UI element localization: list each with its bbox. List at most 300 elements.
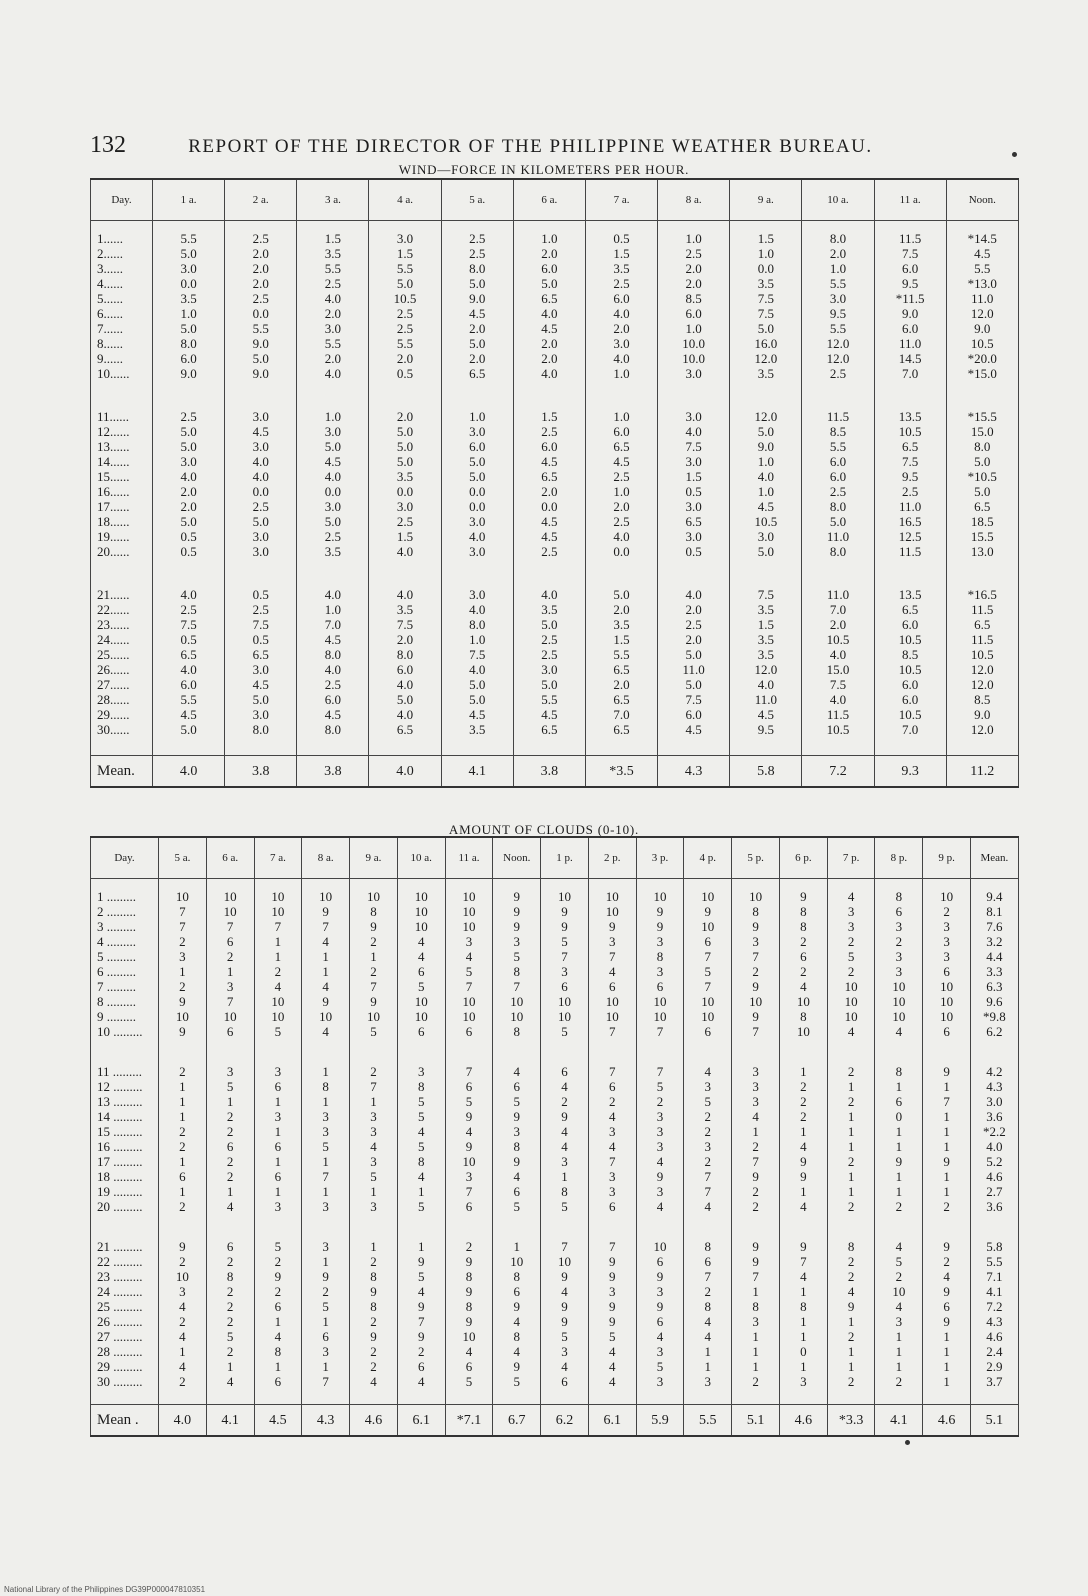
table-cell: 4.0 [324, 662, 342, 677]
table-cell: 3 [322, 1344, 329, 1359]
table-cell: 3 [322, 1239, 329, 1254]
value-column [254, 879, 302, 1055]
day-label: 29...... [97, 707, 130, 722]
table-cell: 4.6 [986, 1169, 1003, 1184]
table-cell: 8 [322, 1079, 329, 1094]
table-cell: 7 [943, 1094, 950, 1109]
table-cell: 3 [704, 1079, 712, 1094]
table-cell: 5.5 [396, 261, 414, 276]
table-cell: 5.0 [469, 336, 486, 351]
table-cell: 4 [895, 1024, 903, 1039]
table-cell: 3 [656, 934, 664, 949]
table-cell: 9 [752, 1254, 759, 1269]
table-cell: 7 [704, 1269, 712, 1284]
table-cell: 4.0 [685, 587, 702, 602]
table-cell: 6.5 [685, 514, 702, 529]
table-cell: 10 [844, 994, 858, 1009]
table-cell: 7.5 [902, 454, 919, 469]
table-cell: 7 [704, 1169, 712, 1184]
table-cell: 11.0 [826, 529, 850, 544]
table-cell: 9 [513, 889, 520, 904]
value-column [636, 1229, 684, 1405]
table-cell: 6 [417, 1359, 425, 1374]
table-cell: 7 [322, 1374, 329, 1389]
table-cell: 8.0 [180, 336, 197, 351]
table-cell: 0.0 [757, 261, 774, 276]
table-cell: 5 [417, 1199, 425, 1214]
table-cell: 11.0 [682, 662, 705, 677]
table-cell: 4.0 [757, 677, 774, 692]
table-cell: 10 [414, 919, 428, 934]
table-cell: 9 [609, 1254, 616, 1269]
day-label: 10...... [97, 366, 130, 381]
table-cell: 3.5 [396, 469, 414, 484]
table-cell: 9 [656, 1169, 664, 1184]
table-cell: 1 [226, 1359, 234, 1374]
table-cell: 0.5 [685, 484, 702, 499]
table-cell: 2.7 [986, 1184, 1003, 1199]
footer-library-note: National Library of the Philippines DG39P000047810351 [4, 1585, 206, 1594]
table-cell: *11.5 [895, 291, 925, 306]
value-column [445, 1054, 493, 1229]
value-column [658, 221, 730, 400]
wind-column-header: 5 a. [441, 179, 513, 221]
table-cell: 10 [844, 979, 858, 994]
table-cell: 3 [752, 1064, 759, 1079]
table-cell: 5.0 [180, 514, 197, 529]
table-cell: 1 [943, 1109, 950, 1124]
mean-value: 5.1 [732, 1405, 780, 1437]
table-cell: 4 [800, 1199, 807, 1214]
table-cell: 3.0 [396, 231, 414, 246]
table-cell: 9 [704, 904, 712, 919]
table-cell: 3 [513, 1124, 520, 1139]
table-cell: 3.0 [541, 662, 558, 677]
value-column [302, 879, 350, 1055]
table-cell: 4.0 [829, 647, 847, 662]
mean-value: 11.2 [946, 756, 1018, 788]
table-cell: 5.0 [396, 439, 414, 454]
day-label: 24...... [97, 632, 130, 647]
table-cell: 7.5 [469, 647, 486, 662]
table-cell: 4 [417, 949, 425, 964]
table-cell: 5.0 [685, 677, 702, 692]
value-column [684, 1054, 732, 1229]
table-cell: 4 [704, 1064, 712, 1079]
table-cell: 7 [752, 1154, 759, 1169]
table-cell: 0 [895, 1109, 903, 1124]
table-cell: 4 [609, 964, 616, 979]
day-label: 4 ......... [97, 934, 136, 949]
table-cell: 10 [510, 994, 524, 1009]
table-cell: 1 [561, 1169, 568, 1184]
table-cell: 5 [370, 1024, 377, 1039]
table-cell: 3 [226, 1064, 234, 1079]
table-cell: 10 [653, 994, 667, 1009]
table-cell: 4 [704, 1329, 712, 1344]
table-cell: 5.5 [252, 321, 269, 336]
mean-value: 7.2 [802, 756, 874, 788]
table-cell: 4.3 [986, 1079, 1003, 1094]
value-column [684, 879, 732, 1055]
day-label: 15...... [97, 469, 130, 484]
table-cell: 12.0 [826, 351, 850, 366]
table-cell: 4.5 [324, 454, 342, 469]
table-cell: 1 [704, 1359, 712, 1374]
value-column [369, 399, 441, 577]
day-label: 8...... [97, 336, 123, 351]
value-column [588, 879, 636, 1055]
table-cell: 8 [513, 964, 520, 979]
table-cell: 5 [226, 1329, 234, 1344]
table-cell: 5.5 [829, 276, 847, 291]
table-cell: 6 [274, 1169, 282, 1184]
page-header [90, 132, 1020, 159]
table-cell: 3 [370, 1124, 377, 1139]
table-cell: 2.0 [829, 246, 847, 261]
table-cell: 4.0 [252, 469, 269, 484]
value-column [541, 1229, 589, 1405]
day-label: 12...... [97, 424, 130, 439]
table-cell: 9 [179, 1024, 186, 1039]
table-cell: 5.0 [324, 514, 342, 529]
table-cell: 11.5 [826, 409, 850, 424]
table-cell: 9.0 [902, 306, 919, 321]
day-label: 7 ......... [97, 979, 136, 994]
table-cell: 2.0 [180, 499, 197, 514]
table-cell: 9 [465, 1109, 473, 1124]
day-label: 4...... [97, 276, 123, 291]
table-cell: 7.2 [986, 1299, 1003, 1314]
value-column [397, 1054, 445, 1229]
table-cell: 1 [274, 1154, 282, 1169]
table-cell: 7.6 [986, 919, 1003, 934]
table-cell: 6 [465, 1359, 473, 1374]
table-cell: 7 [179, 904, 186, 919]
value-column [730, 221, 802, 400]
table-cell: *14.5 [967, 231, 997, 246]
table-cell: 6 [943, 1024, 950, 1039]
table-cell: 4.0 [685, 424, 702, 439]
value-column [971, 1229, 1019, 1405]
table-cell: 9 [752, 919, 759, 934]
day-labels [91, 577, 153, 756]
table-cell: *15.0 [967, 366, 997, 381]
table-cell: 3.0 [685, 409, 702, 424]
table-cell: 4 [561, 1079, 568, 1094]
clouds-column-header: 7 p. [827, 837, 875, 879]
table-cell: 7.5 [180, 617, 197, 632]
table-cell: 3.0 [252, 707, 269, 722]
table-cell: 1 [274, 1184, 282, 1199]
table-cell: 9 [609, 1314, 616, 1329]
table-cell: 10 [605, 994, 619, 1009]
table-cell: 9 [513, 1109, 520, 1124]
table-cell: 0.5 [685, 544, 702, 559]
day-label: 30 ......... [97, 1374, 143, 1389]
table-cell: 10 [223, 1009, 237, 1024]
day-label: 10 ......... [97, 1024, 143, 1039]
table-cell: 2 [226, 1154, 234, 1169]
table-cell: 18.5 [970, 514, 994, 529]
table-cell: 3 [179, 949, 186, 964]
table-cell: 4.5 [541, 454, 558, 469]
table-cell: 5.0 [396, 454, 414, 469]
table-cell: 5 [322, 1139, 329, 1154]
table-cell: 3.0 [252, 544, 269, 559]
table-cell: 10 [605, 889, 619, 904]
day-label: 19 ......... [97, 1184, 143, 1199]
value-column [875, 879, 923, 1055]
clouds-column-header: 1 p. [541, 837, 589, 879]
table-cell: 1 [943, 1124, 950, 1139]
table-cell: 4.0 [613, 351, 630, 366]
table-cell: 1 [274, 934, 282, 949]
table-cell: 4.0 [180, 662, 197, 677]
table-cell: 6 [226, 1239, 234, 1254]
table-cell: 6.0 [180, 351, 197, 366]
table-cell: 2 [752, 964, 759, 979]
table-cell: 6.5 [541, 291, 558, 306]
table-cell: 4.5 [757, 707, 774, 722]
table-cell: 2 [226, 1344, 234, 1359]
clouds-column-header: 2 p. [588, 837, 636, 879]
table-cell: 2 [847, 1154, 855, 1169]
table-cell: 10 [701, 889, 715, 904]
table-cell: 5.5 [613, 647, 630, 662]
day-label: 1...... [97, 231, 123, 246]
mean-value: 6.1 [397, 1405, 445, 1437]
table-cell: 5 [895, 1254, 903, 1269]
table-cell: 6 [656, 979, 664, 994]
table-cell: 2.5 [396, 514, 414, 529]
table-cell: 9 [943, 1314, 950, 1329]
table-cell: 9 [513, 1359, 520, 1374]
mean-value: *3.5 [585, 756, 657, 788]
day-label: 28...... [97, 692, 130, 707]
table-cell: 7 [752, 1269, 759, 1284]
table-cell: 6.5 [396, 722, 414, 737]
table-cell: 1 [847, 1359, 855, 1374]
table-cell: 1.0 [324, 602, 342, 617]
table-cell: 13.0 [970, 544, 994, 559]
table-cell: 5.5 [396, 336, 414, 351]
table-cell: 4 [609, 1344, 616, 1359]
table-cell: 2 [226, 1299, 234, 1314]
table-cell: 6 [226, 1024, 234, 1039]
table-cell: 2.5 [180, 602, 197, 617]
day-label: 6...... [97, 306, 123, 321]
table-cell: 3 [274, 1199, 282, 1214]
table-cell: 2 [179, 1254, 186, 1269]
value-column [684, 1229, 732, 1405]
table-cell: 2.0 [613, 602, 630, 617]
table-cell: 5.0 [541, 677, 558, 692]
mean-value: 6.7 [493, 1405, 541, 1437]
table-cell: 9 [800, 889, 807, 904]
table-cell: 1 [943, 1359, 950, 1374]
table-cell: 3 [513, 934, 520, 949]
table-cell: 3 [656, 1109, 664, 1124]
table-cell: 3 [656, 1344, 664, 1359]
table-cell: 9 [561, 1109, 568, 1124]
table-cell: 9 [513, 904, 520, 919]
table-cell: 9 [561, 1314, 568, 1329]
table-cell: 6 [561, 1064, 568, 1079]
table-cell: 1.0 [829, 261, 847, 276]
table-cell: 5 [561, 1199, 568, 1214]
table-cell: 10 [558, 994, 571, 1009]
table-cell: 8 [274, 1344, 282, 1359]
clouds-column-header: 9 p. [923, 837, 971, 879]
table-cell: 3 [704, 1139, 712, 1154]
table-cell: 2 [847, 1329, 855, 1344]
ink-speck [905, 1440, 910, 1445]
table-cell: 6.0 [396, 662, 414, 677]
table-cell: 3.5 [757, 602, 774, 617]
table-cell: 2 [274, 1284, 282, 1299]
day-label: 13 ......... [97, 1094, 143, 1109]
table-cell: 2 [417, 1344, 425, 1359]
value-column [946, 221, 1018, 400]
table-cell: 9 [322, 1269, 329, 1284]
table-cell: 3.5 [757, 276, 774, 291]
mean-value: 4.1 [206, 1405, 254, 1437]
table-cell: 4.0 [986, 1139, 1003, 1154]
table-cell: 6 [274, 1139, 282, 1154]
day-label: 6 ......... [97, 964, 136, 979]
table-cell: 2.5 [541, 647, 558, 662]
table-cell: 10 [892, 979, 906, 994]
table-cell: 10 [796, 1024, 810, 1039]
table-cell: 3 [895, 964, 903, 979]
table-cell: 2 [226, 1284, 234, 1299]
table-cell: 1 [370, 1184, 377, 1199]
table-cell: 4 [513, 1169, 520, 1184]
table-cell: 3.5 [757, 366, 774, 381]
table-cell: 2 [322, 1284, 329, 1299]
table-cell: 5.0 [396, 276, 414, 291]
table-cell: 4.0 [469, 662, 486, 677]
table-cell: 3.0 [180, 261, 197, 276]
day-label: 27...... [97, 677, 130, 692]
table-cell: 10 [940, 1009, 954, 1024]
table-cell: 4.0 [469, 529, 486, 544]
table-cell: 4.0 [396, 677, 414, 692]
table-cell: 10.5 [970, 336, 994, 351]
table-cell: 3.0 [252, 439, 269, 454]
value-column [875, 1054, 923, 1229]
table-cell: 3.5 [613, 617, 630, 632]
value-column [923, 879, 971, 1055]
day-label: 26...... [97, 662, 130, 677]
table-cell: 1 [800, 1124, 807, 1139]
table-cell: 8.0 [829, 544, 847, 559]
clouds-amount-table [90, 836, 1019, 1437]
table-cell: 1 [895, 1184, 903, 1199]
table-cell: 6.0 [469, 439, 486, 454]
table-cell: 6.0 [902, 261, 919, 276]
mean-value: 3.8 [297, 756, 369, 788]
table-cell: 1.0 [757, 484, 774, 499]
table-cell: 8 [226, 1269, 234, 1284]
table-cell: 10 [653, 889, 667, 904]
table-cell: 6 [609, 1199, 616, 1214]
day-label: 1 ......... [97, 889, 136, 904]
value-column [369, 221, 441, 400]
table-cell: 1 [274, 1124, 282, 1139]
table-cell: 3.0 [685, 454, 702, 469]
table-cell: 10 [892, 1284, 906, 1299]
table-cell: 9 [752, 1239, 759, 1254]
value-column [802, 221, 874, 400]
table-cell: 0.0 [180, 276, 197, 291]
day-label: 29 ......... [97, 1359, 143, 1374]
table-cell: 1 [895, 1359, 903, 1374]
table-cell: 2.5 [324, 276, 342, 291]
table-cell: 6 [417, 1024, 425, 1039]
table-cell: 10 [462, 1154, 476, 1169]
value-column [658, 577, 730, 756]
table-cell: 6 [704, 1024, 712, 1039]
table-cell: 1 [704, 1344, 712, 1359]
table-cell: 4.0 [324, 469, 342, 484]
table-cell: 10 [701, 994, 715, 1009]
table-cell: 1 [752, 1359, 759, 1374]
value-column [732, 1054, 780, 1229]
table-cell: 8.0 [974, 439, 991, 454]
table-cell: 10 [462, 919, 476, 934]
table-cell: 7 [513, 979, 520, 994]
mean-value: 3.8 [513, 756, 585, 788]
table-cell: 1 [370, 1094, 377, 1109]
table-cell: 6 [274, 1079, 282, 1094]
table-cell: 7 [752, 949, 759, 964]
table-cell: 10 [558, 889, 571, 904]
table-cell: 3.2 [986, 934, 1003, 949]
table-cell: 1 [274, 1314, 282, 1329]
table-cell: 10 [558, 1009, 571, 1024]
table-cell: 4 [752, 1109, 759, 1124]
table-cell: 9.0 [757, 439, 774, 454]
table-cell: 7 [609, 1154, 616, 1169]
table-cell: 5 [465, 1094, 473, 1109]
table-cell: 1 [895, 1169, 903, 1184]
table-cell: 5.2 [986, 1154, 1003, 1169]
table-cell: 5.5 [324, 261, 342, 276]
table-cell: 9 [943, 1284, 950, 1299]
table-cell: 7 [752, 1024, 759, 1039]
table-cell: 9.0 [180, 366, 197, 381]
table-cell: 2 [179, 1199, 186, 1214]
table-cell: 8 [513, 1024, 520, 1039]
clouds-column-header: 11 a. [445, 837, 493, 879]
table-cell: 4 [274, 1329, 282, 1344]
mean-value: 5.8 [730, 756, 802, 788]
table-cell: 2.5 [902, 484, 919, 499]
table-cell: *2.2 [983, 1124, 1006, 1139]
table-cell: 5.5 [541, 692, 558, 707]
wind-day-block [91, 221, 1019, 400]
table-cell: 8.0 [324, 647, 342, 662]
table-cell: 9.0 [469, 291, 486, 306]
table-cell: 5 [417, 1269, 425, 1284]
table-cell: 1 [274, 1094, 282, 1109]
day-label: 30...... [97, 722, 130, 737]
table-cell: 5.5 [180, 231, 197, 246]
table-cell: 2 [656, 1094, 664, 1109]
table-cell: 10 [462, 1009, 476, 1024]
